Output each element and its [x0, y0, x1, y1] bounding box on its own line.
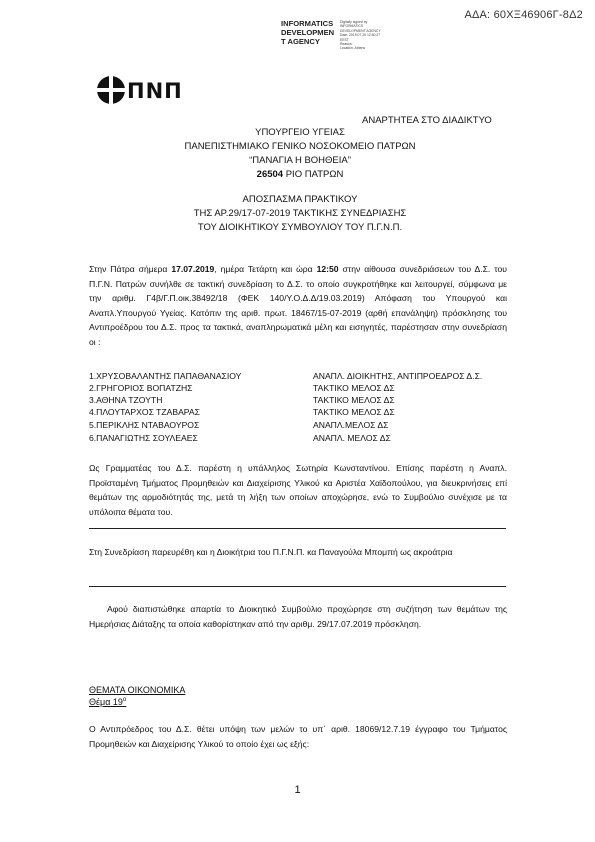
secretary-paragraph: Ως Γραμματέας του Δ.Σ. παρέστη η υπάλληλος Σωτηρία Κωνσταντίνου. Επίσης παρέστη η Αναπλ. Προϊσταμένη Τμήματος Προμηθειών και Διαχείρισης Υλικού κα Αριστέα Χαϊδοπούλου, για διευκρινήσεις επί θεμάτων της αρμοδιότητάς της, μετά τη λήξη των οποίων αποχώρησε, ενώ το Συμβούλιο συνέχισε με τα υπόλοιπα θέματα του.	[89, 463, 507, 517]
member-row	[89, 407, 509, 419]
page-number: 1	[294, 784, 301, 796]
publish-online-note: ΑΝΑΡΤΗΤΕΑ ΣΤΟ ΔΙΑΔΙΚΤΥΟ	[362, 115, 492, 126]
member-name: 6.ΠΑΝΑΓΙΩΤΗΣ ΣΟΥΛΕΑΕΣ	[89, 433, 198, 443]
divider	[89, 528, 506, 529]
member-name: 5.ΠΕΡΙΚΛΗΣ ΝΤΑΒΑΟΥΡΟΣ	[89, 420, 200, 430]
member-row	[89, 383, 509, 395]
member-role: ΤΑΚΤΙΚΟ ΜΕΛΟΣ ΔΣ	[313, 383, 395, 393]
topic-heading: Θέμα $19^o$	[89, 697, 127, 707]
stamp-signature-details: Digitally signed by INFORMATICS DEVELOPMENT AGENCY Date: 2019.07.26 12:50:27 EEST Reason: Location: Athens	[340, 20, 381, 51]
section-heading: ΘΕΜΑΤΑ ΟΙΚΟΝΟΜΙΚΑ	[89, 685, 186, 695]
hospital-name: ΠΑΝΕΠΙΣΤΗΜΙΑΚΟ ΓΕΝΙΚΟ ΝΟΣΟΚΟΜΕΙΟ ΠΑΤΡΩΝ	[184, 141, 416, 152]
member-row	[89, 420, 509, 432]
meeting-date: 17.07.2019	[171, 264, 215, 274]
member-row	[89, 433, 509, 445]
member-role: ΤΑΚΤΙΚΟ ΜΕΛΟΣ ΔΣ	[313, 395, 395, 405]
closing-paragraph: Ο Αντιπρόεδρος του Δ.Σ. θέτει υπόψη των μελών το υπ΄ αριθ. 18069/12.7.19 έγγραφο του Τμήματος Προμηθειών και Διαχείρισης Υλικού το οποίο έχει ως εξής:	[89, 724, 507, 749]
quorum-paragraph: Αφού διαπιστώθηκε απαρτία το Διοικητικό Συμβούλιο προχώρησε στη συζήτηση των θεμάτων της Ημερήσιας Διάταξης τα οποία καθορίστηκαν από την αριθμ. 29/17.07.2019 πρόσκληση.	[89, 604, 507, 629]
pgnp-logo-icon	[96, 75, 126, 105]
member-role: ΑΝΑΠΛ. ΜΕΛΟΣ ΔΣ	[313, 433, 391, 443]
hospital-logo	[96, 75, 186, 105]
member-role: ΤΑΚΤΙΚΟ ΜΕΛΟΣ ΔΣ	[313, 407, 395, 417]
hospital-address: 26504 ΡΙΟ ΠΑΤΡΩΝ	[256, 169, 344, 180]
member-name: 3.ΑΘΗΝΑ ΤΖΟΥΤΗ	[89, 395, 163, 405]
stamp-agency-name: INFORMATICS DEVELOPMEN T AGENCY	[281, 19, 335, 46]
divider	[89, 586, 506, 587]
member-role: ΑΝΑΠΛ. ΔΙΟΙΚΗΤΗΣ, ΑΝΤΙΠΡΟΕΔΡΟΣ Δ.Σ.	[313, 371, 483, 381]
digital-signature-stamp	[281, 19, 401, 59]
meeting-time: 12:50	[316, 264, 339, 274]
hospital-title: “ΠΑΝΑΓΙΑ Η ΒΟΗΘΕΙΑ”	[249, 155, 351, 166]
member-role: ΑΝΑΠΛ.ΜΕΛΟΣ ΔΣ	[313, 420, 389, 430]
attendance-paragraph: Στη Συνεδρίαση παρευρέθη και η Διοικήτρια του Π.Γ.Ν.Π. κα Παναγούλα Μπομπή ως ακροάτρια	[89, 547, 453, 557]
member-name: 4.ΠΛΟΥΤΑΡΧΟΣ ΤΖΑΒΑΡΑΣ	[89, 407, 200, 417]
ada-code: ΑΔΑ: 60ΧΞ46906Γ-8Δ2	[464, 9, 583, 21]
ministry-name: ΥΠΟΥΡΓΕΙΟ ΥΓΕΙΑΣ	[255, 127, 345, 138]
member-name: 1.ΧΡΥΣΟΒΑΛΑΝΤΗΣ ΠΑΠΑΘΑΝΑΣΙΟΥ	[89, 371, 242, 381]
logo-text: ΠΝΠ	[127, 79, 183, 103]
document-title: ΑΠΟΣΠΑΣΜΑ ΠΡΑΚΤΙΚΟΥ ΤΗΣ ΑΡ.29/17-07-2019 ΤΑΚΤΙΚΗΣ ΣΥΝΕΔΡΙΑΣΗΣ ΤΟΥ ΔΙΟΙΚΗΤΙΚΟΥ ΣΥΜΒΟΥΛΙΟΥ ΤΟΥ Π.Γ.Ν.Π.	[193, 194, 407, 233]
institution-header	[150, 126, 450, 182]
member-name: 2.ΓΡΗΓΟΡΙΟΣ ΒΟΠΑΤΖΗΣ	[89, 383, 193, 393]
member-row	[89, 371, 509, 383]
member-row	[89, 395, 509, 407]
intro-paragraph: Στην Πάτρα σήμερα 17.07.2019, ημέρα Τετάρτη και ώρα 12:50 στην αίθουσα συνεδριάσεων του Δ.Σ. του Π.Γ.Ν. Πατρών συνήλθε σε τακτική συνεδρίαση το Δ.Σ. το οποίο συγκροτήθηκε και λειτουργεί, σύμφωνα με την αριθμ. Γ4β/Γ.Π.οικ.38492/18 (ΦΕΚ 140/Υ.Ο.Δ.Δ/19.03.2019) Απόφαση του Υπουργού και Αναπλ.Υπουργού Υγείας. Κατόπιν της αριθ. πρωτ. 18467/15-07-2019 (αρθή επανάληψη) πρόσκλησης του Αντιπροέδρου του Δ.Σ. προς τα τακτικά, αναπληρωματικά μέλη και εισηγητές, παρέστησαν στην συνεδρίαση οι :	[89, 264, 507, 347]
